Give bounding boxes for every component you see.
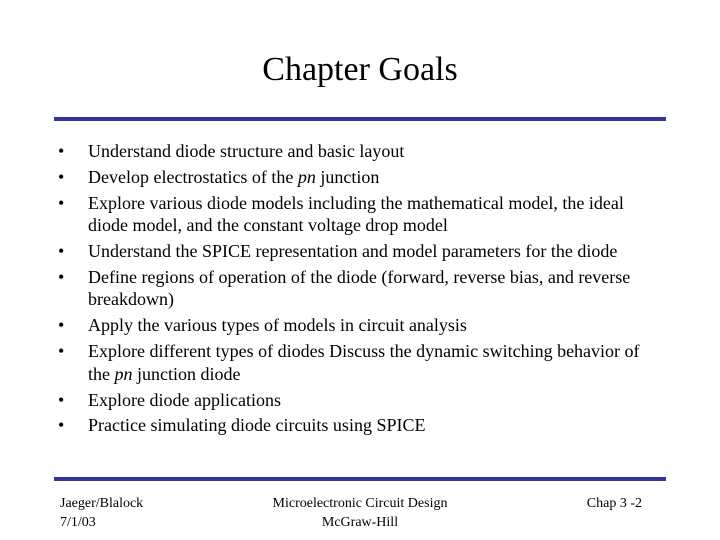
bullet-icon: • [58,166,65,187]
footer-book-title: Microelectronic Circuit Design [272,496,448,511]
slide-title: Chapter Goals [262,51,458,88]
list-item [58,140,658,162]
bullet-icon: • [58,415,65,436]
list-item [58,192,658,237]
goal-text: Explore different types of diodes Discuss the dynamic switching behavior of the [88,341,640,384]
list-item [58,340,658,385]
goals-list [58,140,658,440]
bullet-icon: • [58,389,65,410]
bullet-icon: • [58,241,65,262]
page-number: Chap 3 -2 [586,496,642,511]
footer-divider [54,477,666,481]
goal-text: Explore diode applications [88,389,281,410]
goal-text: junction diode [132,363,241,384]
list-item [58,266,658,311]
bullet-icon: • [58,315,65,336]
goal-text-italic: pn [297,166,316,187]
footer-date: 7/1/03 [60,515,96,530]
goal-text: Apply the various types of models in circuit analysis [88,315,467,336]
goal-text: Understand diode structure and basic layout [88,141,405,161]
footer-page-block [587,494,642,513]
list-item [58,240,658,262]
goal-text-italic: pn [114,363,133,384]
list-item [58,314,658,336]
footer-authors-block [60,494,143,532]
footer-book-block [210,494,510,532]
list-item [58,414,658,436]
title-divider [54,117,666,121]
bullet-icon: • [58,141,65,161]
goal-text: junction [315,166,380,187]
list-item [58,166,658,188]
footer-authors: Jaeger/Blalock [60,496,144,511]
goal-text: Understand the SPICE representation and model parameters for the diode [88,241,618,262]
bullet-icon: • [58,267,65,288]
list-item [58,389,658,411]
footer-publisher: McGraw-Hill [321,515,399,530]
goal-text: Explore various diode models including the mathematical model, the ideal diode model, and the constant voltage drop model [88,192,624,236]
bullet-icon: • [58,341,65,362]
goal-text: Define regions of operation of the diode (forward, reverse bias, and reverse breakdown) [88,267,631,310]
goal-text: Develop electrostatics of the [88,166,298,187]
bullet-icon: • [58,192,65,213]
goal-text: Practice simulating diode circuits using SPICE [88,415,426,436]
